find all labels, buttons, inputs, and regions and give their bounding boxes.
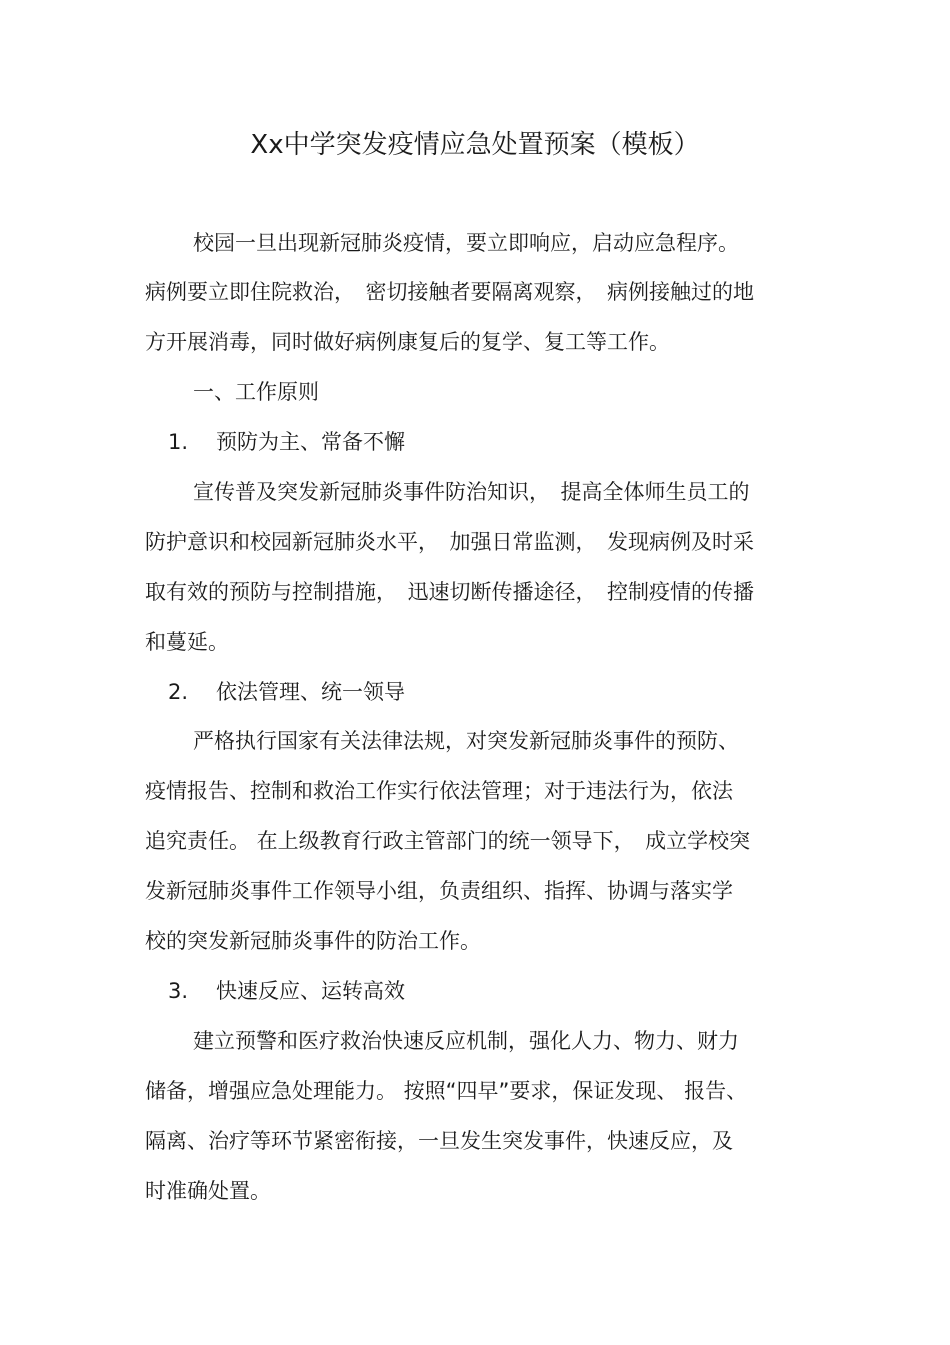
principle-2-number: 2.	[168, 680, 189, 704]
principle-1-heading: 预防为主、常备不懈	[216, 430, 405, 454]
principle-1-line-2: 防护意识和校园新冠肺炎水平， 加强日常监测， 发现病例及时采	[145, 530, 754, 554]
principle-2-line-4: 发新冠肺炎事件工作领导小组，负责组织、指挥、协调与落实学	[145, 879, 733, 903]
principle-2-line-5: 校的突发新冠肺炎事件的防治工作。	[145, 929, 481, 953]
principle-3-line-3: 隔离、治疗等环节紧密衔接，一旦发生突发事件，快速反应，及	[145, 1129, 733, 1153]
principle-1-line-1: 宣传普及突发新冠肺炎事件防治知识， 提高全体师生员工的	[193, 480, 750, 504]
principle-2-line-3: 追究责任。 在上级教育行政主管部门的统一领导下， 成立学校突	[145, 829, 751, 853]
principle-3-line-4: 时准确处置。	[145, 1179, 271, 1203]
intro-line-2: 病例要立即住院救治， 密切接触者要隔离观察， 病例接触过的地	[145, 280, 754, 304]
document-title: Xx中学突发疫情应急处置预案（模板）	[250, 130, 700, 160]
principle-2-heading: 依法管理、统一领导	[216, 680, 405, 704]
section-heading: 一、工作原则	[193, 380, 319, 404]
principle-3-heading: 快速反应、运转高效	[216, 979, 405, 1003]
principle-3-line-2: 储备，增强应急处理能力。 按照“四早”要求，保证发现、 报告、	[145, 1079, 748, 1103]
intro-line-1: 校园一旦出现新冠肺炎疫情，要立即响应，启动应急程序。	[193, 231, 739, 255]
principle-3-line-1: 建立预警和医疗救治快速反应机制，强化人力、物力、财力	[193, 1029, 739, 1053]
principle-2-line-2: 疫情报告、控制和救治工作实行依法管理；对于违法行为，依法	[145, 779, 733, 803]
principle-1-line-3: 取有效的预防与控制措施， 迅速切断传播途径， 控制疫情的传播	[145, 580, 754, 604]
principle-1-line-4: 和蔓延。	[145, 630, 229, 654]
principle-2-line-1: 严格执行国家有关法律法规，对突发新冠肺炎事件的预防、	[193, 729, 739, 753]
intro-line-3: 方开展消毒，同时做好病例康复后的复学、复工等工作。	[145, 330, 670, 354]
principle-3-number: 3.	[168, 979, 189, 1003]
principle-1-number: 1.	[168, 430, 189, 454]
